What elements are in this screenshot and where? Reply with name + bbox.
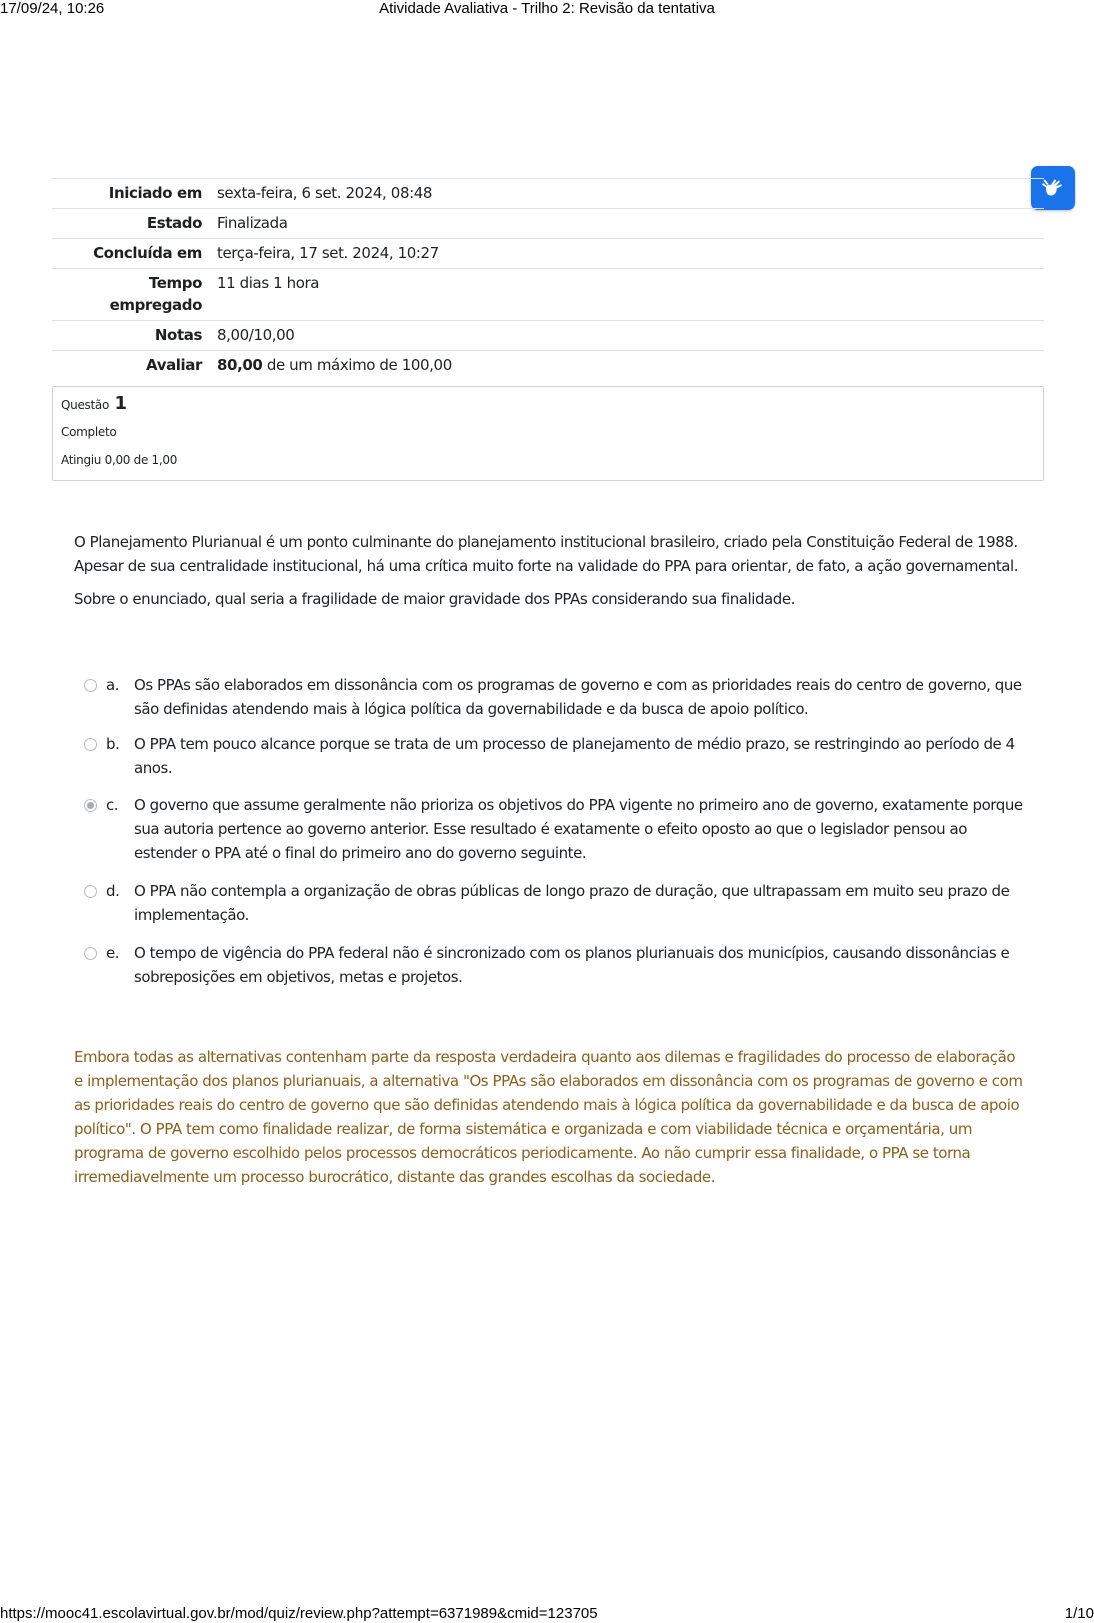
radio-button[interactable] <box>84 947 97 960</box>
attempt-summary-table <box>52 178 1044 380</box>
question-text-paragraph: Sobre o enunciado, qual seria a fragilidade de maior gravidade dos PPAs considerando sua finalidade. <box>74 590 795 608</box>
answer-letter: a. <box>106 676 120 694</box>
answer-list <box>84 673 1024 991</box>
summary-value: 11 dias 1 hora <box>210 269 1044 321</box>
answer-text: O PPA tem pouco alcance porque se trata de um processo de planejamento de médio prazo, se restringindo ao período de 4 anos. <box>134 735 1015 777</box>
general-feedback: Embora todas as alternativas contenham parte da resposta verdadeira quanto aos dilemas e fragilidades do processo de elaboração e implementação dos planos plurianuais, a alternativa "Os PPAs são elaborados em dissonância com os programas de governo e com as prioridades reais do centro de governo que são definidas atendendo mais à lógica política da governabilidade e da busca de apoio político". O PPA tem como finalidade realizar, de forma sistemática e organizada e com viabilidade técnica e orçamentária, um programa de governo escolhido pelos processos democráticos periodicamente. Ao não cumprir essa finalidade, o PPA se torna irremediavelmente um processo burocrático, distante das grandes escolhas da sociedade. <box>74 1048 1023 1186</box>
question-number <box>61 393 127 414</box>
answer-letter: c. <box>106 796 119 814</box>
answer-option-d[interactable] <box>84 879 1024 941</box>
radio-button[interactable] <box>84 738 97 751</box>
summary-value: Finalizada <box>210 209 1044 239</box>
question-info-box <box>52 386 1044 481</box>
summary-label: Tempo empregado <box>52 269 210 321</box>
answer-text: O governo que assume geralmente não prioriza os objetivos do PPA vigente no primeiro ano de governo, exatamente porque sua autoria pertence ao governo anterior. Esse resultado é exatamente o efeito oposto ao que o legislador pensou ao estender o PPA até o final do primeiro ano do governo seguinte. <box>134 796 1023 862</box>
print-header <box>0 0 1094 18</box>
summary-row-completed <box>52 239 1044 269</box>
summary-value <box>210 351 1044 381</box>
grade-score: 80,00 <box>217 356 263 374</box>
question-text <box>74 530 1024 620</box>
print-page-title: Atividade Avaliativa - Trilho 2: Revisão da tentativa <box>379 0 715 17</box>
summary-value: terça-feira, 17 set. 2024, 10:27 <box>210 239 1044 269</box>
summary-value: 8,00/10,00 <box>210 321 1044 351</box>
summary-label: Iniciado em <box>52 179 210 209</box>
question-label: Questão <box>61 398 109 412</box>
summary-row-state <box>52 209 1044 239</box>
answer-option-a[interactable] <box>84 673 1024 732</box>
question-state: Completo <box>61 425 117 439</box>
radio-button[interactable] <box>84 885 97 898</box>
summary-row-marks <box>52 321 1044 351</box>
summary-value: sexta-feira, 6 set. 2024, 08:48 <box>210 179 1044 209</box>
summary-label: Concluída em <box>52 239 210 269</box>
answer-option-b[interactable] <box>84 732 1024 793</box>
summary-label: Avaliar <box>52 351 210 381</box>
answer-option-e[interactable] <box>84 941 1024 991</box>
answer-letter: b. <box>106 735 120 753</box>
radio-button-selected[interactable] <box>84 799 97 812</box>
question-text-paragraph: O Planejamento Plurianual é um ponto culminante do planejamento institucional brasileiro, criado pela Constituição Federal de 1988. Apesar de sua centralidade institucional, há uma crítica muito forte na validade do PPA para orientar, de fato, a ação governamental. <box>74 533 1019 575</box>
question-number-value: 1 <box>114 393 127 414</box>
grade-suffix: de um máximo de 100,00 <box>262 356 452 374</box>
summary-row-time-taken <box>52 269 1044 321</box>
summary-label: Estado <box>52 209 210 239</box>
answer-letter: d. <box>106 882 120 900</box>
print-page-number: 1/10 <box>1064 1605 1094 1622</box>
summary-row-grade <box>52 351 1044 381</box>
print-footer <box>0 1605 1094 1623</box>
summary-label: Notas <box>52 321 210 351</box>
answer-letter: e. <box>106 944 120 962</box>
answer-text: O PPA não contempla a organização de obras públicas de longo prazo de duração, que ultrapassam em muito seu prazo de implementação. <box>134 882 1010 924</box>
print-url: https://mooc41.escolavirtual.gov.br/mod/quiz/review.php?attempt=6371989&cmid=123705 <box>0 1605 598 1622</box>
answer-text: O tempo de vigência do PPA federal não é sincronizado com os planos plurianuais dos municípios, causando dissonâncias e sobreposições em objetivos, metas e projetos. <box>134 944 1010 986</box>
print-datetime: 17/09/24, 10:26 <box>0 0 105 17</box>
summary-row-started <box>52 179 1044 209</box>
radio-button[interactable] <box>84 679 97 692</box>
answer-text: Os PPAs são elaborados em dissonância com os programas de governo e com as prioridades reais do centro de governo, que são definidas atendendo mais à lógica política da governabilidade e da busca de apoio político. <box>134 676 1022 718</box>
question-grade: Atingiu 0,00 de 1,00 <box>61 453 178 467</box>
answer-option-c[interactable] <box>84 793 1024 879</box>
